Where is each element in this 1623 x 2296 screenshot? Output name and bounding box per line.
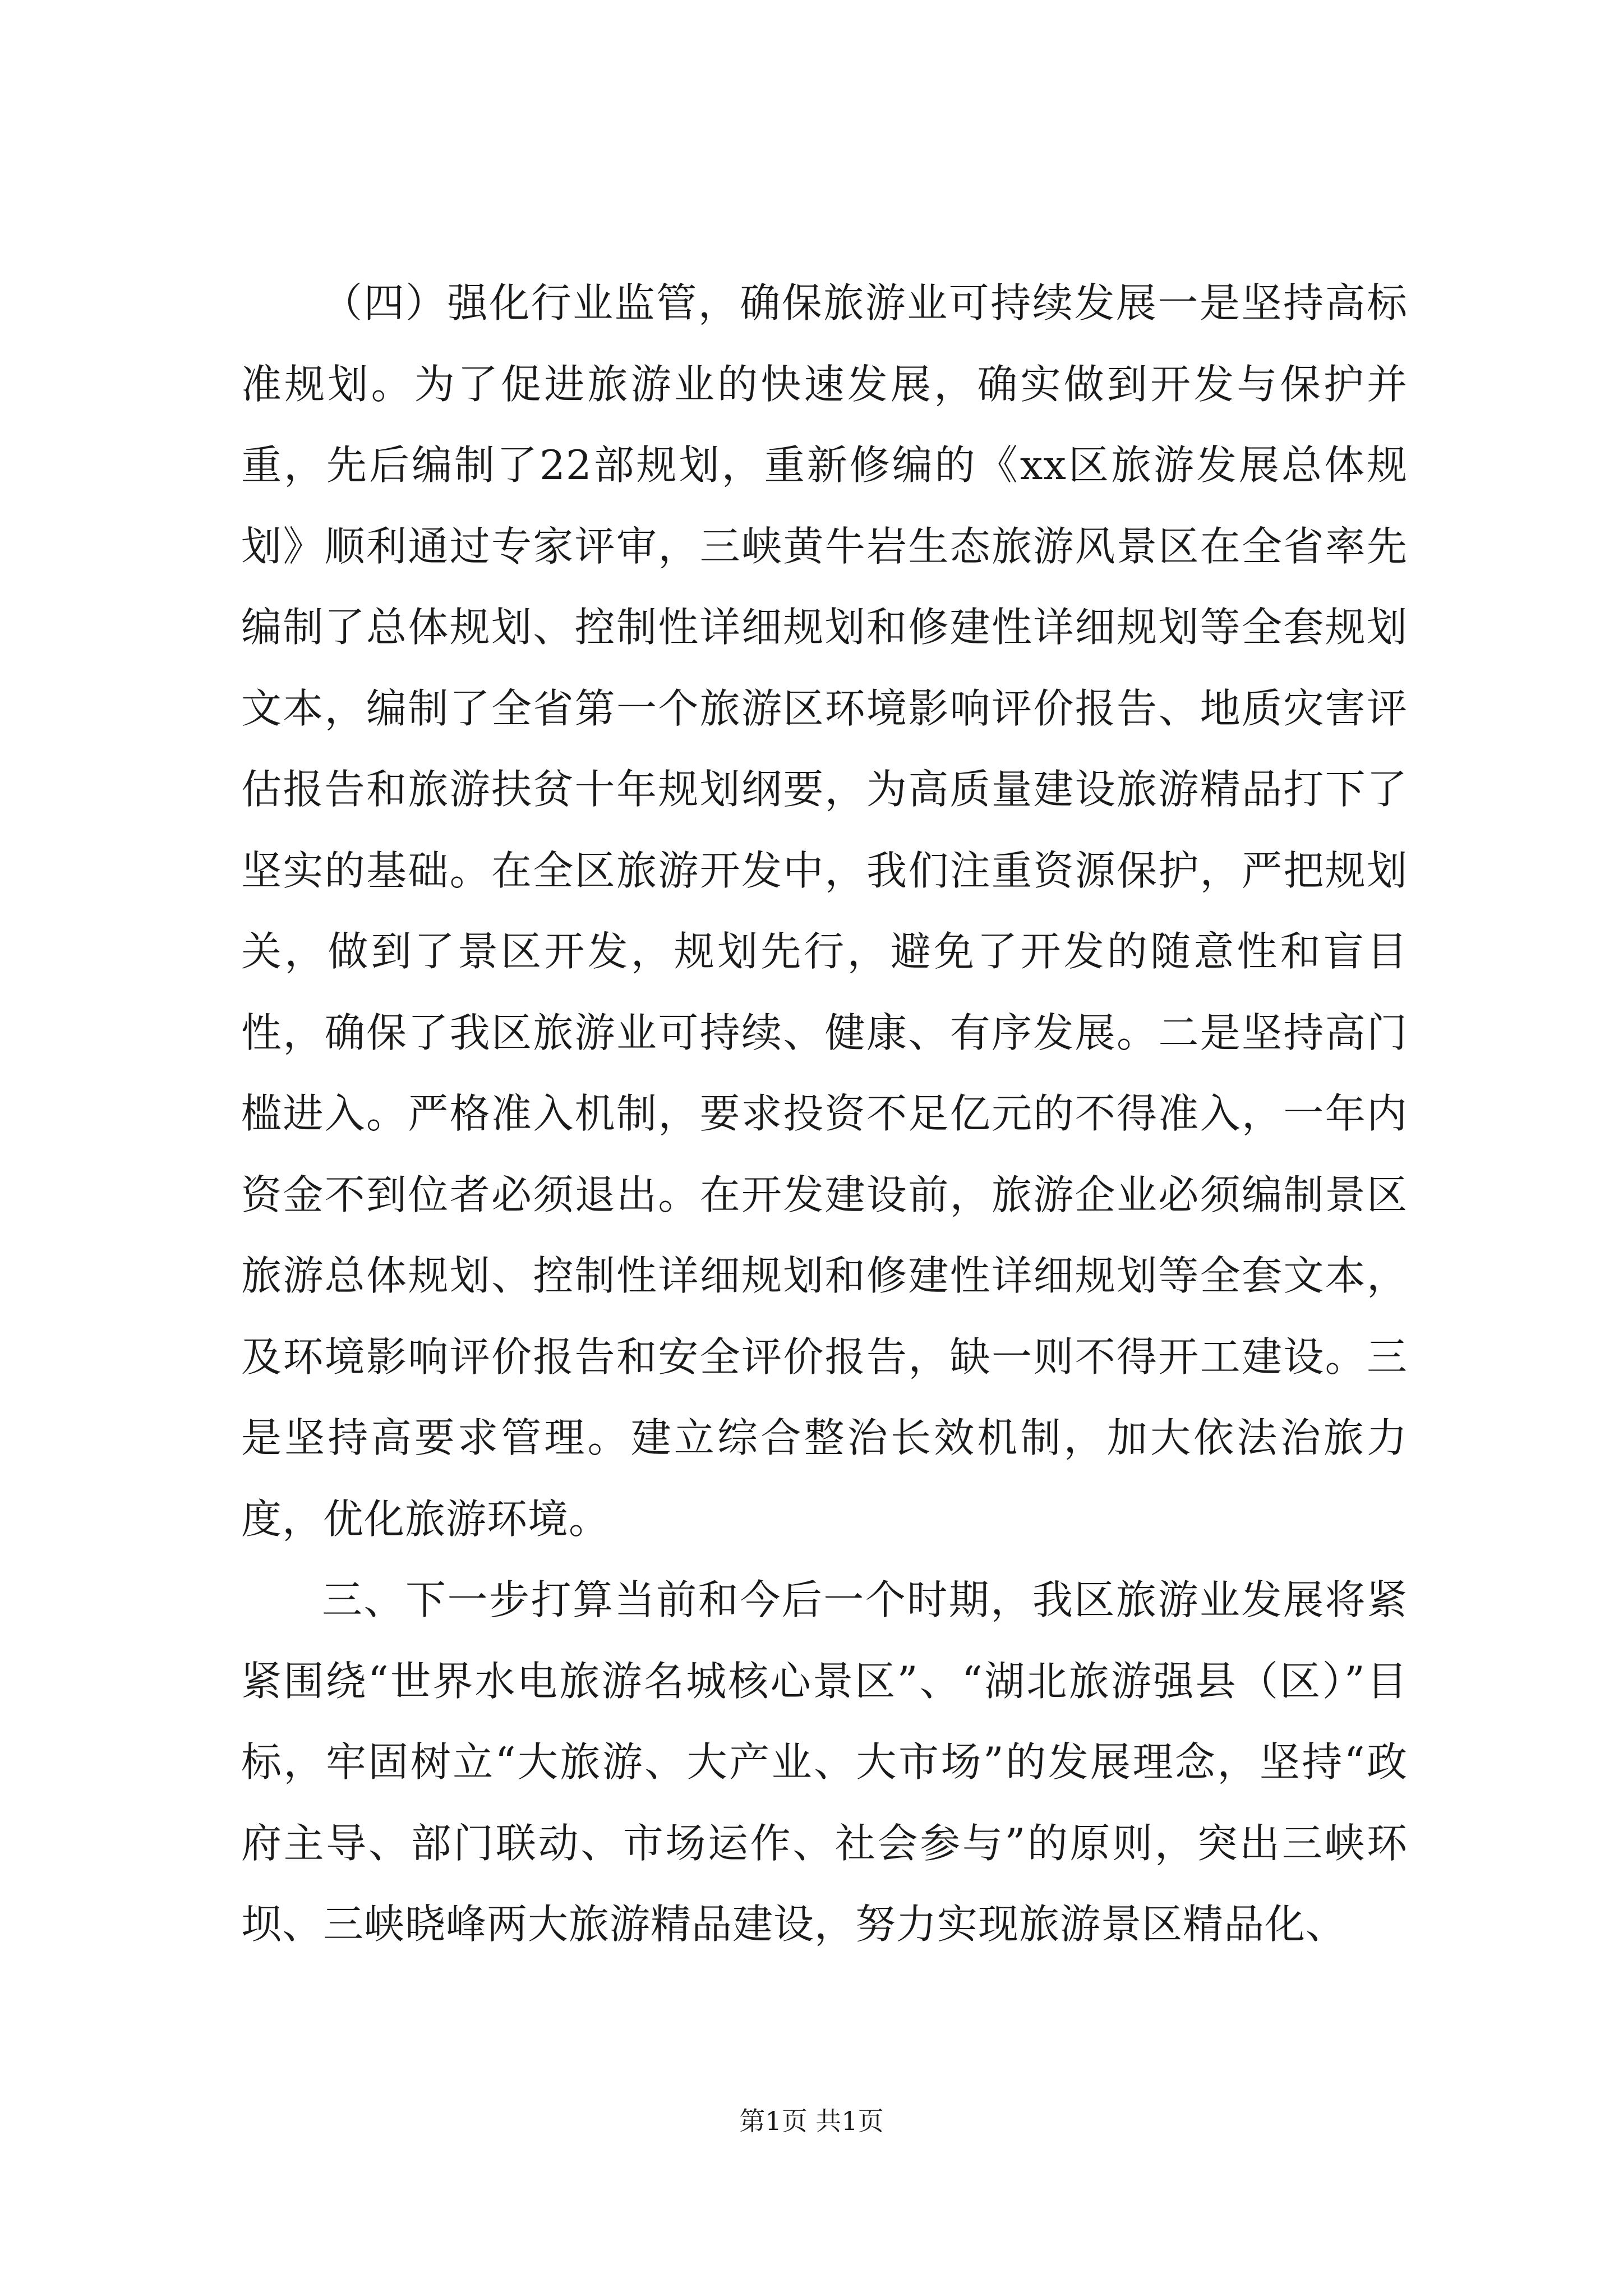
paragraph-next-steps: 三、下一步打算当前和今后一个时期，我区旅游业发展将紧紧围绕“世界水电旅游名城核心景区”、“湖北旅游强县（区）”目标，牢固树立“大旅游、大产业、大市场”的发展理念，坚持“政府主导、部门联动、市场运作、社会参与”的原则，突出三峡环坝、三峡晓峰两大旅游精品建设，努力实现旅游景区精品化、 — [241, 1576, 1408, 1948]
paragraph-supervision: （四）强化行业监管，确保旅游业可持续发展一是坚持高标准规划。为了促进旅游业的快速发展，确实做到开发与保护并重，先后编制了22部规划，重新修编的《xx区旅游发展总体规划》顺利通过专家评审，三峡黄牛岩生态旅游风景区在全省率先编制了总体规划、控制性详细规划和修建性详细规划等全套规划文本，编制了全省第一个旅游区环境影响评价报告、地质灾害评估报告和旅游扶贫十年规划纲要，为高质量建设旅游精品打下了坚实的基础。在全区旅游开发中，我们注重资源保护，严把规划关，做到了景区开发，规划先行，避免了开发的随意性和盲目性，确保了我区旅游业可持续、健康、有序发展。二是坚持高门槛进入。严格准入机制，要求投资不足亿元的不得准入，一年内资金不到位者必须退出。在开发建设前，旅游企业必须编制景区旅游总体规划、控制性详细规划和修建性详细规划等全套文本，及环境影响评价报告和安全评价报告，缺一则不得开工建设。三是坚持高要求管理。建立综合整治长效机制，加大依法治旅力度，优化旅游环境。 — [241, 279, 1408, 1543]
page-footer: 第1页 共1页 — [739, 2106, 884, 2136]
document-body — [241, 263, 1408, 1965]
